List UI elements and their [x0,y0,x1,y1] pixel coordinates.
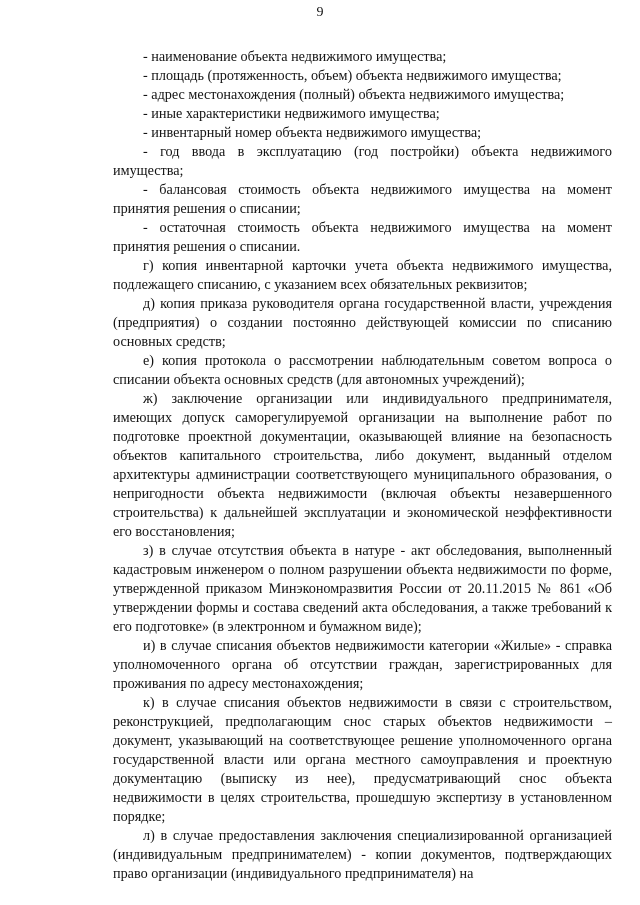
document-body [113,48,612,884]
list-item-inventory-number: - инвентарный номер объекта недвижимого имущества; [143,125,482,141]
page-number: 9 [316,5,324,20]
list-item-object-area: - площадь (протяженность, объем) объекта недвижимого имущества; [143,68,562,84]
list-item-object-name: - наименование объекта недвижимого имущества; [143,49,447,65]
clause-l: л) в случае предоставления заключения специализированной организацией (индивидуальным предпринимателем) - копии документов, подтверждающих право организации (индивидуального предпринимателя) на [113,828,612,882]
list-item-commissioning-year: - год ввода в эксплуатацию (год постройки) объекта недвижимого имущества; [113,144,612,179]
clause-g: г) копия инвентарной карточки учета объекта недвижимого имущества, подлежащего списанию, с указанием всех обязательных реквизитов; [113,258,612,293]
clause-i: и) в случае списания объектов недвижимости категории «Жилые» - справка уполномоченного органа об отсутствии граждан, зарегистрированных для проживания по адресу местонахождения; [113,638,612,692]
clause-zh: ж) заключение организации или индивидуального предпринимателя, имеющих допуск саморегулируемой организации на выполнение работ по подготовке проектной документации, оказывающей влияние на безопасность объектов капитального строительства, либо документ, выданный отделом архитектуры администрации соответствующего муниципального образования, о непригодности объекта недвижимости (включая объекты незавершенного строительства) к дальнейшей эксплуатации и экономической неэффективности его восстановления; [113,391,612,540]
clause-d: д) копия приказа руководителя органа государственной власти, учреждения (предприятия) о создании постоянно действующей комиссии по списанию основных средств; [113,296,612,350]
clause-k: к) в случае списания объектов недвижимости в связи с строительством, реконструкцией, предполагающим снос старых объектов недвижимости – документ, указывающий на соответствующее решение уполномоченного органа государственной власти или органа местного самоуправления и проектную документацию (выписку из нее), предусматривающий снос объекта недвижимости в целях строительства, прошедшую экспертизу в установленном порядке; [113,695,612,825]
clause-z: з) в случае отсутствия объекта в натуре - акт обследования, выполненный кадастровым инженером о полном разрушении объекта недвижимости по форме, утвержденной приказом Минэкономразвития России от 20.11.2015 № 861 «Об утверждении формы и состава сведений акта обследования, а также требований к его подготовке» (в электронном и бумажном виде); [113,543,612,635]
list-item-other-characteristics: - иные характеристики недвижимого имущества; [143,106,440,122]
list-item-residual-value: - остаточная стоимость объекта недвижимого имущества на момент принятия решения о списании. [113,220,612,255]
list-item-book-value: - балансовая стоимость объекта недвижимого имущества на момент принятия решения о списании; [113,182,612,217]
list-item-object-address: - адрес местонахождения (полный) объекта недвижимого имущества; [143,87,565,103]
clause-e: е) копия протокола о рассмотрении наблюдательным советом вопроса о списании объекта основных средств (для автономных учреждений); [113,353,612,388]
